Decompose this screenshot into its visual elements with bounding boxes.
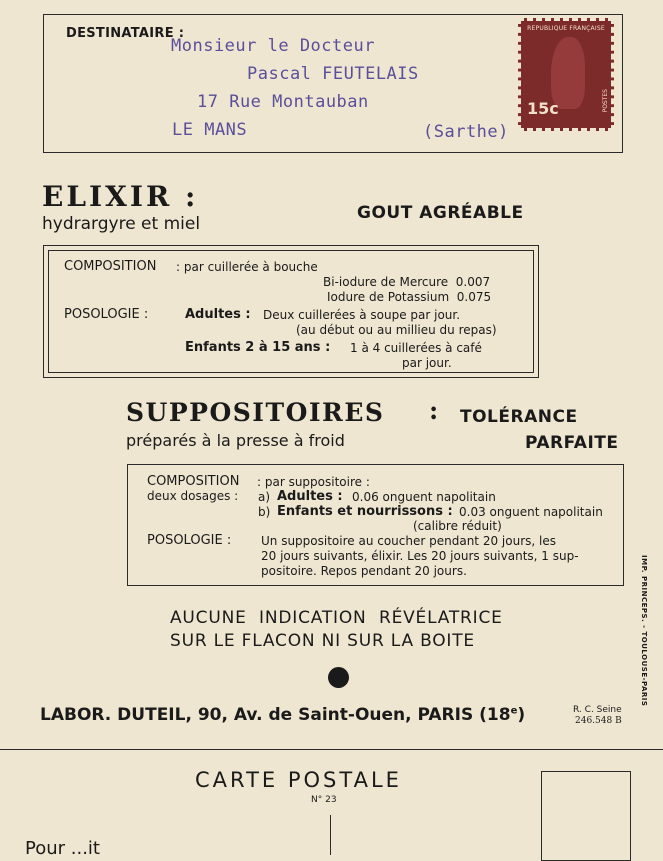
- elixir-ingredient-1: Bi-iodure de Mercure 0.007: [323, 275, 491, 289]
- lab-address-text: LABOR. DUTEIL, 90, Av. de Saint-Ouen, PARIS (18: [40, 705, 511, 725]
- suppo-title: SUPPOSITOIRES: [126, 398, 385, 427]
- stamp-value: 15c: [527, 99, 559, 118]
- suppo-composition-label: COMPOSITION: [147, 474, 240, 489]
- postcard-number: N° 23: [311, 795, 337, 805]
- elixir-adults-text: Deux cuillerées à soupe par jour.: [263, 308, 461, 322]
- suppo-colon: :: [429, 396, 440, 425]
- suppo-posologie-label: POSOLOGIE :: [147, 533, 232, 548]
- recipient-line-1: Monsieur le Docteur: [171, 36, 375, 56]
- recipient-line-3: 17 Rue Montauban: [197, 92, 369, 112]
- suppo-posologie-line-2: 20 jours suivants, élixir. Les 20 jours suivants, 1 sup-: [261, 549, 579, 563]
- printer-credit: IMP. PRINCEPS. - TOULOUSE-PARIS: [640, 555, 648, 707]
- recipient-city: LE MANS: [172, 120, 248, 140]
- notice-line-1: AUCUNE INDICATION RÉVÉLATRICE: [170, 608, 503, 628]
- elixir-posologie-label: POSOLOGIE :: [64, 307, 149, 322]
- postcard-bottom-text: Pour ...it: [25, 838, 100, 859]
- rc-line-1: R. C. Seine: [573, 705, 622, 715]
- recipient-label: DESTINATAIRE :: [66, 26, 185, 41]
- elixir-title: ELIXIR :: [42, 180, 199, 213]
- suppo-dosage-label: deux dosages :: [147, 489, 239, 503]
- lab-address-exponent: e: [510, 705, 518, 717]
- perforation-divider: [0, 749, 663, 750]
- recipient-region: (Sarthe): [423, 122, 509, 142]
- elixir-composition-label: COMPOSITION: [64, 259, 157, 274]
- elixir-children-text: 1 à 4 cuillerées à café: [350, 341, 482, 355]
- suppo-subtitle: préparés à la presse à froid: [126, 431, 345, 450]
- rc-line-2: 246.548 B: [575, 716, 622, 726]
- elixir-children-text-2: par jour.: [402, 356, 452, 370]
- elixir-ingredient-2: Iodure de Potassium 0.075: [327, 290, 492, 304]
- postage-stamp: [518, 18, 614, 131]
- suppo-dose-b-prefix: b): [258, 505, 271, 519]
- suppo-dose-a-label: Adultes :: [277, 489, 343, 504]
- stamp-side-text: POSTES: [602, 88, 609, 112]
- suppo-tagline-1: TOLÉRANCE: [460, 407, 578, 427]
- lab-address-close: ): [517, 705, 526, 725]
- recipient-line-2: Pascal FEUTELAIS: [247, 64, 419, 84]
- suppo-dose-a-text: 0.06 onguent napolitain: [352, 490, 496, 504]
- suppo-dose-a-prefix: a): [258, 490, 271, 504]
- postcard-title: CARTE POSTALE: [195, 768, 402, 792]
- elixir-adults-note: (au début ou au millieu du repas): [296, 323, 497, 337]
- elixir-adults-label: Adultes :: [185, 307, 251, 322]
- suppo-posologie-line-3: positoire. Repos pendant 20 jours.: [261, 564, 467, 578]
- suppo-dose-b-label: Enfants et nourrissons :: [277, 504, 453, 519]
- address-separator-line: [330, 815, 331, 855]
- lab-address: [40, 705, 525, 725]
- suppo-dose-b-note: (calibre réduit): [413, 519, 502, 533]
- suppo-composition-intro: : par suppositoire :: [257, 475, 370, 489]
- stamp-placeholder-box: [541, 771, 631, 861]
- elixir-composition-intro: : par cuillerée à bouche: [176, 260, 318, 274]
- suppo-posologie-line-1: Un suppositoire au coucher pendant 20 jours, les: [261, 534, 556, 548]
- suppo-dose-b-text: 0.03 onguent napolitain: [459, 505, 603, 519]
- elixir-subtitle: hydrargyre et miel: [42, 214, 201, 234]
- stamp-country: REPUBLIQUE FRANÇAISE: [527, 25, 605, 32]
- suppo-tagline-2: PARFAITE: [525, 433, 619, 453]
- elixir-tagline: GOUT AGRÉABLE: [357, 203, 524, 223]
- bullet-dot-icon: [328, 667, 349, 688]
- notice-line-2: SUR LE FLACON NI SUR LA BOITE: [170, 631, 475, 651]
- elixir-children-label: Enfants 2 à 15 ans :: [185, 340, 331, 355]
